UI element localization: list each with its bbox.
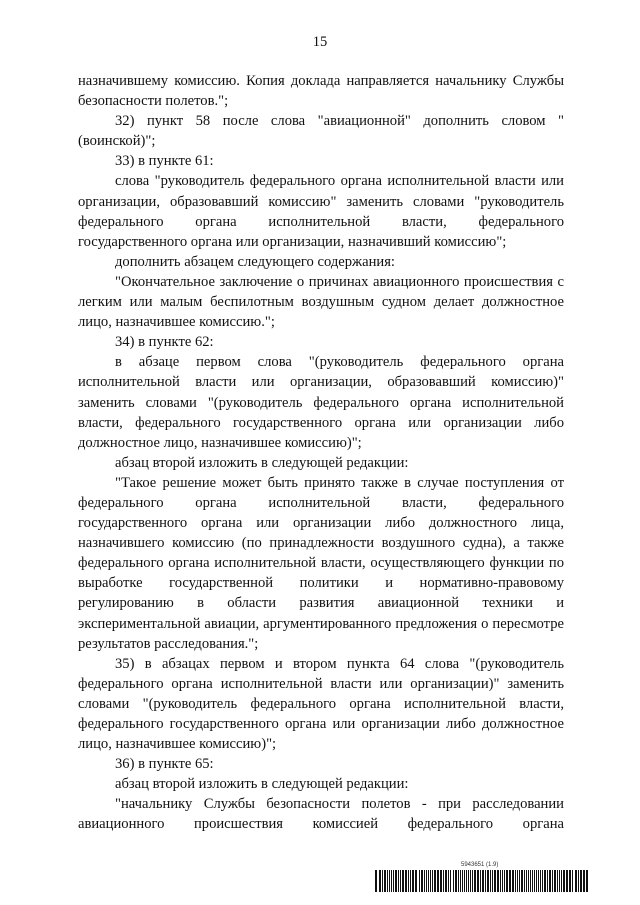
document-body: [78, 71, 564, 835]
paragraph: абзац второй изложить в следующей редакции:: [115, 776, 409, 793]
paragraph: дополнить абзацем следующего содержания:: [115, 253, 395, 270]
paragraph: 36) в пункте 65:: [115, 756, 214, 773]
paragraph: слова "руководитель федерального органа исполнительной власти или организации, образовавший комиссию" заменить словами "руководитель федерального органа исполнительной власти, федерального государственного органа или организации, назначивший комиссию";: [78, 173, 564, 250]
paragraph: назначившему комиссию. Копия доклада направляется начальнику Службы безопасности полетов.";: [78, 73, 564, 110]
paragraph: 34) в пункте 62:: [115, 334, 214, 351]
paragraph: "начальнику Службы безопасности полетов - при расследовании авиационного происшествия комиссией федерального органа: [78, 796, 564, 833]
paragraph: абзац второй изложить в следующей редакции:: [115, 454, 409, 471]
paragraph: "Такое решение может быть принято также в случае поступления от федерального органа исполнительной власти, федерального государственного органа или организации либо должностного лица, назначившего комиссию (по принадлежности воздушного судна), а также федерального органа исполнительной власти, осуществляющего функции по выработке государственной политики и нормативно-правовому регулированию в области развития авиационной техники и экспериментальной авиации, аргументированного предложения о пересмотре результатов расследования.";: [78, 474, 564, 652]
document-code: 5943651 (1.9): [461, 862, 499, 868]
paragraph: 35) в абзацах первом и втором пункта 64 слова "(руководитель федерального органа исполнительной власти или организации)" заменить словами "(руководитель федерального органа исполнительной власти, федерального государственного органа или организации либо должностное лицо, назначившее комиссию)";: [78, 655, 564, 753]
paragraph: в абзаце первом слова "(руководитель федерального органа исполнительной власти или организации, образовавший комиссию)" заменить словами "(руководитель федерального органа исполнительной власти, федерального государственного органа или организации либо должностное лицо, назначившее комиссию)";: [78, 354, 564, 451]
barcode-image: [374, 870, 590, 892]
paragraph: 33) в пункте 61:: [115, 153, 214, 170]
paragraph: "Окончательное заключение о причинах авиационного происшествия с легким или малым беспилотным воздушным судном делает должностное лицо, назначившее комиссию.";: [78, 273, 564, 331]
page-number: 15: [312, 34, 328, 50]
paragraph: 32) пункт 58 после слова "авиационной" дополнить словом "(воинской)";: [78, 113, 564, 150]
